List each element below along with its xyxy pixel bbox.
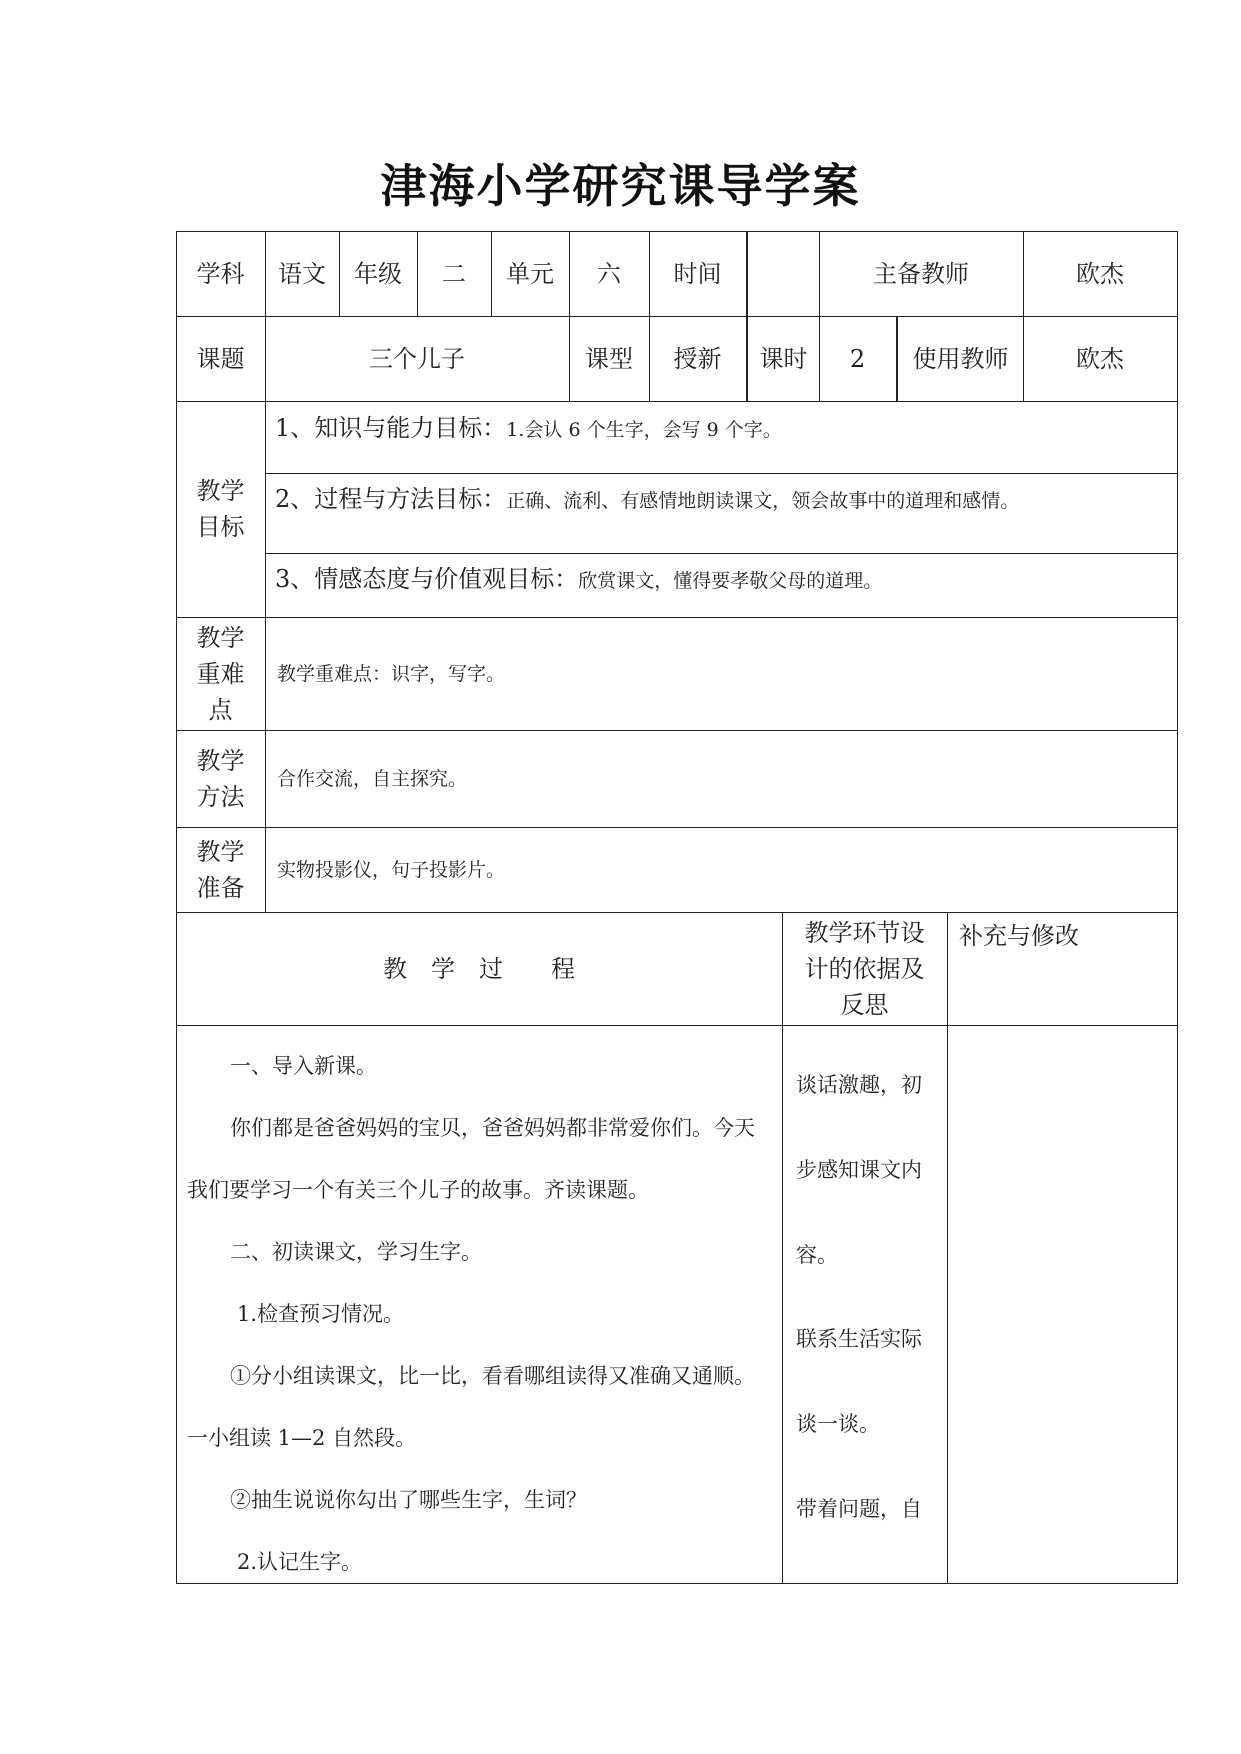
basis-header-line: 反思	[840, 990, 889, 1019]
lead-teacher-label: 主备教师	[873, 259, 969, 288]
period-value: 2	[849, 344, 866, 373]
grade-label: 年级	[354, 259, 402, 288]
objective-item	[275, 408, 782, 443]
objectives-label-line: 目标	[196, 513, 245, 541]
row-divider	[176, 1025, 1178, 1026]
process-line: ②抽生说说你勾出了哪些生字，生词？	[230, 1488, 587, 1512]
objectives-label-line: 教学	[196, 477, 245, 505]
table-border	[176, 1583, 1178, 1584]
preparation-label-line: 准备	[196, 873, 245, 902]
objective-item	[275, 479, 1019, 514]
time-label: 时间	[673, 259, 722, 288]
process-line: 二、初读课文，学习生字。	[230, 1240, 482, 1264]
using-teacher-label: 使用教师	[912, 344, 1009, 373]
process-line: ①分小组读课文，比一比，看看哪组读得又准确又通顺。	[230, 1364, 755, 1388]
objective-head: 2、过程与方法目标：	[275, 485, 507, 513]
topic-value: 三个儿子	[369, 344, 465, 373]
key-points-text: 教学重难点：识字，写字。	[277, 662, 506, 685]
methods-label	[176, 730, 265, 827]
preparation-label	[176, 827, 265, 912]
basis-header	[782, 912, 947, 1025]
row-divider	[265, 553, 1178, 554]
subject-label: 学科	[196, 259, 245, 288]
process-line: 一小组读 1—2 自然段。	[187, 1426, 417, 1450]
basis-line: 谈一谈。	[796, 1412, 880, 1436]
basis-line: 带着问题，自	[796, 1497, 922, 1521]
type-value: 授新	[673, 344, 722, 373]
time-value	[748, 231, 819, 316]
objective-text: 正确、流利、有感情地朗读课文，领会故事中的道理和感情。	[506, 490, 1020, 512]
process-line: 一、导入新课。	[230, 1054, 377, 1078]
topic-label: 课题	[196, 344, 245, 373]
preparation-text: 实物投影仪，句子投影片。	[277, 858, 506, 881]
row-divider	[265, 473, 1178, 474]
methods-text: 合作交流，自主探究。	[277, 767, 468, 790]
process-line: 我们要学习一个有关三个儿子的故事。齐读课题。	[187, 1178, 649, 1202]
objectives-label	[176, 401, 265, 617]
key-points-label-line: 重难	[196, 659, 245, 688]
objective-head: 3、情感态度与价值观目标：	[275, 565, 579, 593]
basis-line: 容。	[796, 1243, 838, 1267]
basis-line: 步感知课文内	[796, 1158, 922, 1182]
supplement-header: 补充与修改	[959, 922, 1079, 950]
objective-head: 1、知识与能力目标：	[275, 414, 507, 442]
process-line: 1.检查预习情况。	[237, 1302, 405, 1326]
objective-text: 1.会认 6 个生字，会写 9 个字。	[506, 419, 782, 441]
row-divider	[176, 401, 1178, 402]
key-points-label	[176, 617, 265, 730]
subject-value: 语文	[278, 259, 326, 288]
using-teacher-value: 欧杰	[1076, 344, 1124, 373]
unit-value: 六	[597, 259, 621, 288]
page-title: 津海小学研究课导学案	[380, 159, 861, 213]
methods-label-line: 教学	[196, 746, 245, 775]
type-label: 课型	[585, 344, 633, 373]
grade-value: 二	[442, 259, 466, 288]
basis-line: 联系生活实际	[796, 1327, 922, 1351]
lead-teacher-value: 欧杰	[1076, 259, 1124, 288]
objective-item	[275, 559, 882, 594]
key-points-label-line: 教学	[196, 623, 245, 652]
process-line: 2.认记生字。	[237, 1550, 363, 1574]
basis-header-line: 计的依据及	[804, 954, 925, 983]
preparation-label-line: 教学	[196, 837, 245, 866]
objective-text: 欣赏课文，懂得要孝敬父母的道理。	[578, 570, 883, 592]
key-points-label-line: 点	[208, 695, 233, 724]
basis-header-line: 教学环节设	[804, 918, 925, 947]
process-line: 你们都是爸爸妈妈的宝贝，爸爸妈妈都非常爱你们。今天	[230, 1116, 755, 1140]
basis-line: 谈话激趣，初	[796, 1073, 922, 1097]
process-header: 教 学 过 程	[383, 954, 575, 983]
period-label: 课时	[759, 344, 808, 373]
methods-label-line: 方法	[196, 782, 245, 811]
unit-label: 单元	[506, 259, 554, 288]
